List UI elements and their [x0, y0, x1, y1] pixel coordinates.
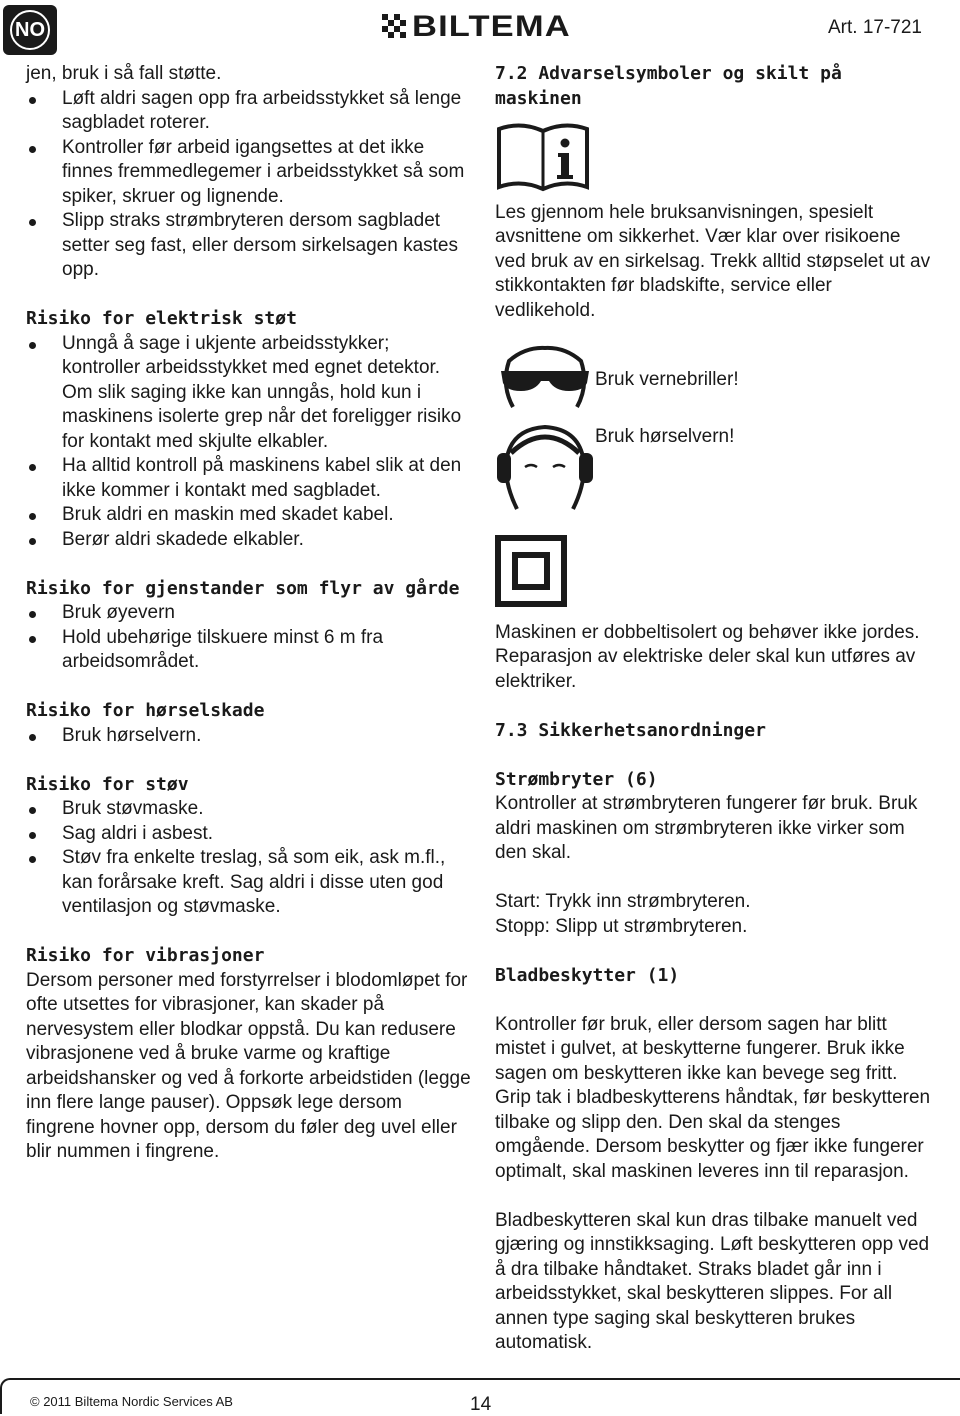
guard-text-1: Kontroller før bruk, eller dersom sagen har blitt mistet i gulvet, at beskytterne fungerer. Bruk ikke sagen om beskytteren ikke kan bevege seg fritt. Grip tak i bladbeskytterens håndtak, før beskytteren tilbake og slipp den. Den skal da stenges omgående. Dersom beskytter og fjær ikke fungerer optimalt, skal maskinen leveres inn til reparasjon.: [495, 1013, 931, 1182]
language-badge: [3, 5, 57, 55]
dust-bullets: [26, 797, 471, 920]
earmuffs-row: [495, 423, 935, 513]
intro-text: jen, bruk i så fall støtte.: [26, 63, 222, 84]
symbols-heading: 7.2 Advarselsymboler og skilt på maskinen: [495, 63, 842, 109]
electric-heading: Risiko for elektrisk støt: [26, 308, 297, 329]
list-item: Støv fra enkelte treslag, så som eik, ask m.fl., kan forårsake kreft. Sag aldri i disse uten god ventilasjon og støvmaske.: [26, 846, 471, 920]
safety-goggles-icon: [495, 345, 595, 415]
list-item: Løft aldri sagen opp fra arbeidsstykket så lenge sagbladet roterer.: [26, 87, 471, 136]
list-item: Kontroller før arbeid igangsettes at det ikke finnes fremmedlegemer i arbeidsstykket så som spiker, skruer og lignende.: [26, 136, 471, 210]
manual-text: Les gjennom hele bruksanvisningen, spesielt avsnittene om sikkerhet. Vær klar over risikoene ved bruk av en sirkelsag. Trekk alltid støpselet ut av stikkontakten før bladskifte, service eller vedlikehold.: [495, 201, 931, 321]
article-number: Art. 17-721: [828, 17, 922, 38]
dust-heading: Risiko for støv: [26, 773, 189, 795]
brand-name: BILTEMA: [412, 10, 571, 43]
double-insulated-text: Maskinen er dobbeltisolert og behøver ikke jordes. Reparasjon av elektriske deler skal kun utføres av elektriker.: [495, 621, 920, 692]
left-column: [26, 62, 471, 1165]
right-column: [495, 62, 935, 1356]
earmuffs-label: Bruk hørselvern!: [595, 426, 735, 447]
vibration-text: Dersom personer med forstyrrelser i blodomløpet for ofte utsettes for vibrasjoner, kan skader på nervesystem eller blodkar oppstå. Du kan redusere vibrasjonene ved å bruke varme og kraftige arbeidshansker og ved å forkorte arbeidstiden (legge inn flere lange pauser). Oppsøk lege dersom fingrene hovner opp, dersom du føler deg uvel eller blir nummen i fingrene.: [26, 969, 471, 1162]
flying-heading: Risiko for gjenstander som flyr av gårde: [26, 577, 460, 599]
manual-info-icon: [495, 121, 591, 193]
checker-flag-icon: [382, 14, 408, 40]
hearing-heading: Risiko for hørselskade: [26, 700, 265, 721]
guard-text-2: Bladbeskytteren skal kun dras tilbake manuelt ved gjæring og innstikksaging. Løft beskytteren opp ved å dra tilbake håndtaket. Straks bladet går inn i arbeidsstykket, skal beskytteren slippes. For all annen type saging skal beskytteren brukes automatisk.: [495, 1209, 930, 1353]
brand-logo: [382, 10, 571, 43]
goggles-label: Bruk vernebriller!: [595, 368, 739, 390]
list-item: Berør aldri skadede elkabler.: [26, 528, 471, 553]
list-item: Bruk aldri en maskin med skadet kabel.: [26, 503, 471, 528]
goggles-row: [495, 345, 935, 415]
hearing-bullets: [26, 724, 471, 749]
switch-heading: Strømbryter (6): [495, 768, 658, 790]
double-insulated-icon: [495, 535, 567, 607]
page-number: 14: [470, 1394, 492, 1415]
electric-bullets: [26, 332, 471, 553]
vibration-heading: Risiko for vibrasjoner: [26, 945, 265, 966]
start-text: Start: Trykk inn strømbryteren.: [495, 891, 751, 912]
hearing-protection-icon: [495, 423, 595, 513]
stop-text: Stopp: Slipp ut strømbryteren.: [495, 915, 748, 937]
flying-bullets: [26, 601, 471, 675]
guard-heading: Bladbeskytter (1): [495, 964, 680, 986]
switch-text: Kontroller at strømbryteren fungerer før bruk. Bruk aldri maskinen om strømbryteren ikke virker som den skal.: [495, 793, 918, 863]
safety-heading: 7.3 Sikkerhetsanordninger: [495, 719, 766, 741]
list-item: Bruk øyevern: [26, 601, 471, 626]
list-item: Hold ubehørige tilskuere minst 6 m fra arbeidsområdet.: [26, 626, 471, 675]
list-item: Slipp straks strømbryteren dersom sagbladet setter seg fast, eller dersom sirkelsagen kastes opp.: [26, 209, 471, 283]
list-item: Sag aldri i asbest.: [26, 822, 471, 847]
list-item: Unngå å sage i ukjente arbeidsstykker; kontroller arbeidsstykket med egnet detektor. Om slik saging ikke kan unngås, hold kun i maskinens isolerte grep når det foreligger risiko for kontakt med skjulte elkabler.: [26, 332, 471, 455]
language-code: NO: [10, 10, 50, 50]
page-header: [0, 0, 960, 58]
list-item: Ha alltid kontroll på maskinens kabel slik at den ikke kommer i kontakt med sagbladet.: [26, 454, 471, 503]
intro-bullets: [26, 87, 471, 283]
list-item: Bruk hørselvern.: [26, 724, 471, 749]
copyright-text: © 2011 Biltema Nordic Services AB: [30, 1394, 233, 1409]
list-item: Bruk støvmaske.: [26, 797, 471, 822]
